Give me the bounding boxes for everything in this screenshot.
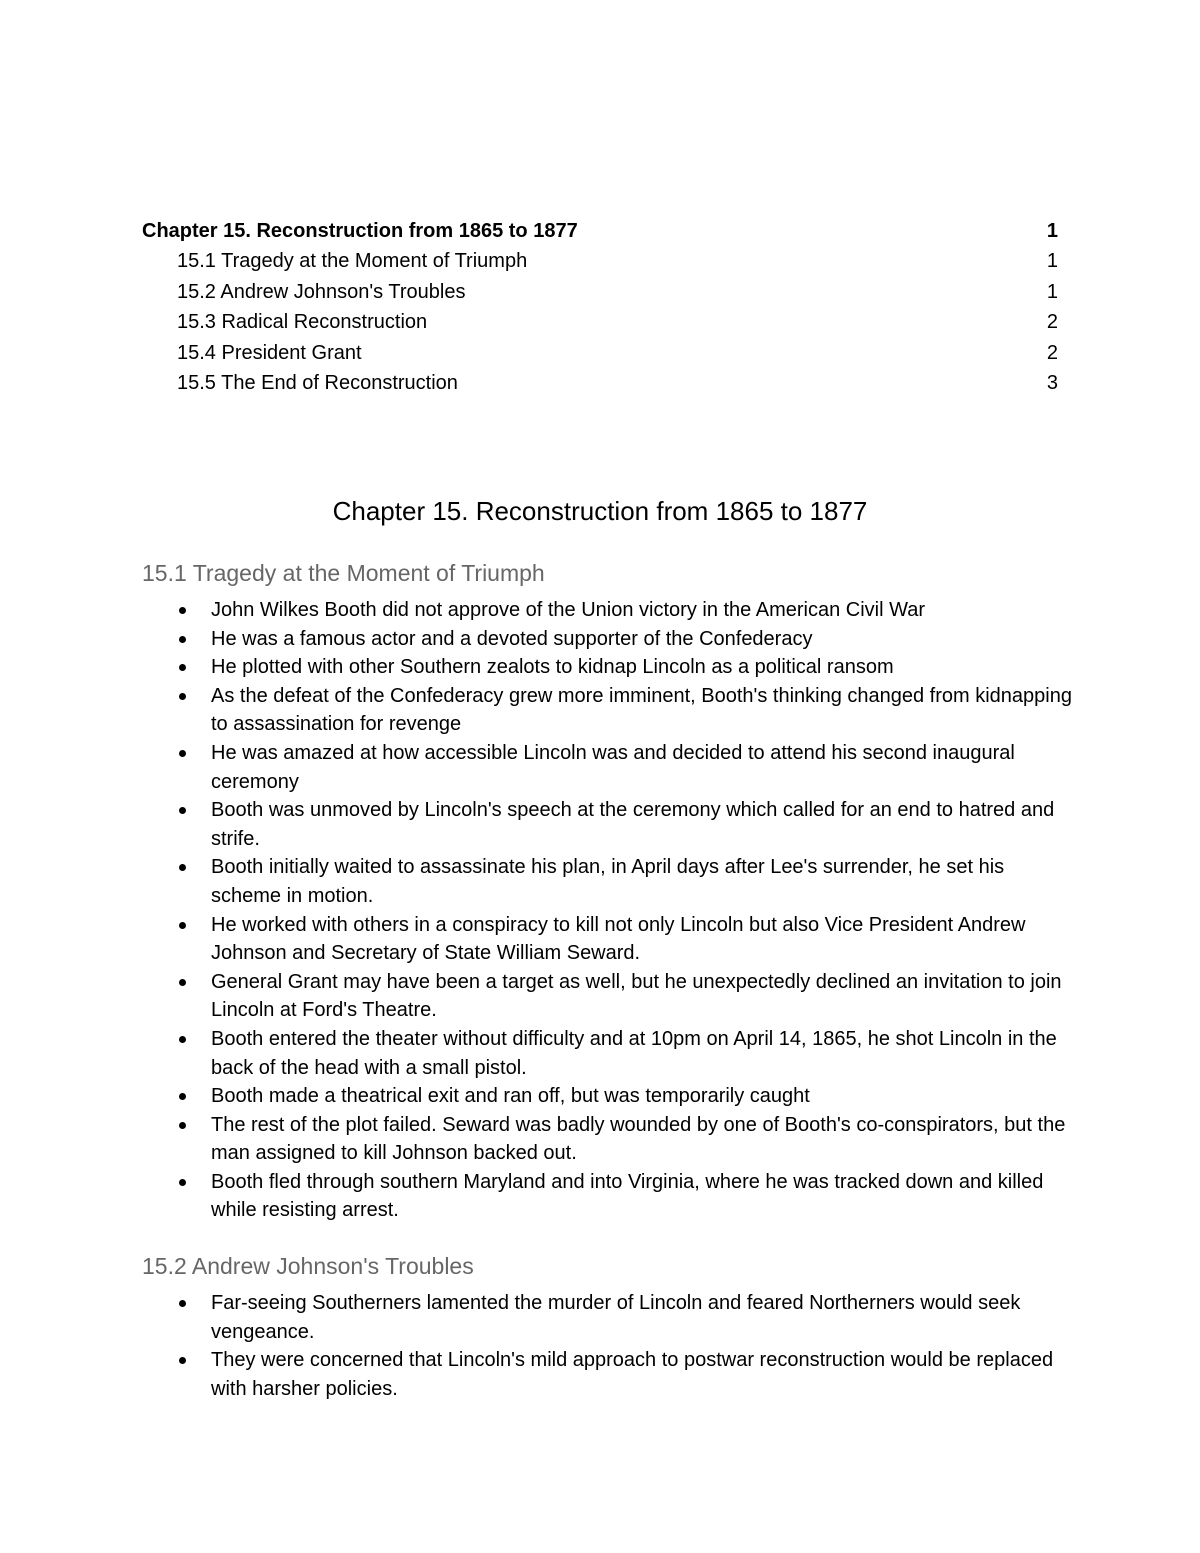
bullet-icon — [179, 1357, 186, 1364]
bullet-text: Booth entered the theater without difficulty and at 10pm on April 14, 1865, he shot Lincoln in the back of the head with a small pistol. — [211, 1027, 1057, 1079]
bullet-text: General Grant may have been a target as well, but he unexpectedly declined an invitation to join Lincoln at Ford's Theatre. — [211, 970, 1062, 1022]
list-item — [142, 653, 1072, 682]
toc-entry-page: 1 — [1046, 250, 1058, 272]
bullet-icon — [179, 664, 186, 671]
bullet-list — [142, 596, 1072, 1225]
list-item — [142, 1289, 1072, 1346]
toc-entry-page: 3 — [1046, 372, 1058, 394]
table-of-contents — [142, 216, 1058, 399]
bullet-list — [142, 1289, 1072, 1403]
toc-entry-label: 15.5 The End of Reconstruction — [177, 372, 458, 394]
bullet-icon — [179, 636, 186, 643]
bullet-icon — [179, 750, 186, 757]
list-item — [142, 1082, 1072, 1111]
list-item — [142, 968, 1072, 1025]
bullet-icon — [179, 693, 186, 700]
list-item — [142, 1025, 1072, 1082]
bullet-text: He was amazed at how accessible Lincoln was and decided to attend his second inaugural ceremony — [211, 741, 1015, 793]
list-item — [142, 853, 1072, 910]
bullet-icon — [179, 607, 186, 614]
list-item — [142, 1111, 1072, 1168]
toc-section-entry[interactable] — [142, 246, 1058, 277]
list-item — [142, 796, 1072, 853]
toc-section-entry[interactable] — [142, 307, 1058, 338]
bullet-text: He was a famous actor and a devoted supporter of the Confederacy — [211, 627, 813, 650]
toc-section-entry[interactable] — [142, 277, 1058, 308]
toc-entry-page: 1 — [1046, 280, 1058, 303]
toc-entry-page: 2 — [1046, 341, 1058, 364]
bullet-icon — [179, 864, 186, 871]
bullet-text: John Wilkes Booth did not approve of the Union victory in the American Civil War — [211, 599, 926, 621]
bullet-text: Booth initially waited to assassinate his plan, in April days after Lee's surrender, he set his scheme in motion. — [211, 856, 1005, 907]
list-item — [142, 596, 1072, 625]
bullet-text: He plotted with other Southern zealots to kidnap Lincoln as a political ransom — [211, 656, 894, 679]
list-item — [142, 625, 1072, 654]
list-item — [142, 682, 1072, 739]
toc-section-entry[interactable] — [142, 338, 1058, 369]
bullet-icon — [179, 1179, 186, 1186]
list-item — [142, 1168, 1072, 1225]
bullet-text: Booth was unmoved by Lincoln's speech at the ceremony which called for an end to hatred and strife. — [211, 799, 1055, 850]
bullet-icon — [179, 922, 186, 929]
toc-section-entry[interactable] — [142, 368, 1058, 399]
toc-chapter-entry[interactable] — [142, 216, 1058, 246]
chapter-title: Chapter 15. Reconstruction from 1865 to 1877 — [332, 496, 868, 526]
toc-entry-label: Chapter 15. Reconstruction from 1865 to 1877 — [142, 220, 578, 242]
section-heading: 15.1 Tragedy at the Moment of Triumph — [142, 560, 545, 586]
section-heading: 15.2 Andrew Johnson's Troubles — [142, 1253, 474, 1279]
bullet-text: He worked with others in a conspiracy to kill not only Lincoln but also Vice President Andrew Johnson and Secretary of State William Seward. — [211, 913, 1026, 965]
list-item — [142, 911, 1072, 968]
bullet-icon — [179, 979, 186, 986]
bullet-text: They were concerned that Lincoln's mild approach to postwar reconstruction would be replaced with harsher policies. — [211, 1349, 1054, 1400]
list-item — [142, 1346, 1072, 1403]
bullet-icon — [179, 1093, 186, 1100]
toc-entry-label: 15.1 Tragedy at the Moment of Triumph — [177, 250, 528, 272]
bullet-icon — [179, 1300, 186, 1307]
toc-entry-page: 1 — [1046, 220, 1058, 242]
list-item — [142, 739, 1072, 796]
bullet-text: Booth made a theatrical exit and ran off, but was temporarily caught — [211, 1085, 810, 1108]
bullet-icon — [179, 1036, 186, 1043]
bullet-text: As the defeat of the Confederacy grew more imminent, Booth's thinking changed from kidnapping to assassination for revenge — [211, 684, 1072, 736]
toc-entry-label: 15.2 Andrew Johnson's Troubles — [177, 280, 466, 303]
bullet-text: Far-seeing Southerners lamented the murder of Lincoln and feared Northerners would seek vengeance. — [211, 1292, 1021, 1343]
bullet-text: The rest of the plot failed. Seward was badly wounded by one of Booth's co-conspirators, but the man assigned to kill Johnson backed out. — [211, 1113, 1066, 1165]
bullet-text: Booth fled through southern Maryland and into Virginia, where he was tracked down and killed while resisting arrest. — [211, 1170, 1044, 1222]
toc-entry-label: 15.4 President Grant — [177, 341, 362, 364]
bullet-icon — [179, 807, 186, 814]
toc-entry-page: 2 — [1046, 311, 1058, 333]
bullet-icon — [179, 1122, 186, 1129]
toc-entry-label: 15.3 Radical Reconstruction — [177, 311, 428, 333]
